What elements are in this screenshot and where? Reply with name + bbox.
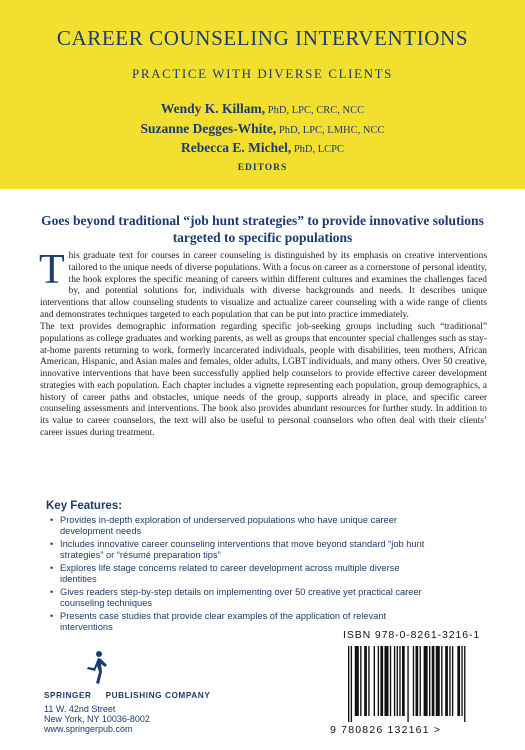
- barcode-bar: [384, 646, 388, 716]
- bullet-icon: •: [50, 515, 54, 525]
- publisher-name-left: SPRINGER: [44, 691, 92, 700]
- barcode-bar: [374, 646, 375, 716]
- description-paragraph: The text provides demographic information regarding specific job-seeking groups including such “traditional” populations as college graduates and working parents, as well as groups that encounter special challenges such as stay-at-home parents returning to work, formerly incarcerated individuals, people with disabilities, teen mothers, African American, Hispanic, and Asian males and females, older adults, LGBT individuals, and many others. Over 50 creative, innovative interventions that have been successfully applied help counselors to provide effective career development strategies with each population. Each chapter includes a vignette representing each population, group demographics, a history of career paths and obstacles, unique needs of the group, supports already in place, and specific career counseling assessments and interventions. The book also provides abundant resources for further study. In addition to its value to career counselors, the text will also be useful to personal counselors who often deal with their clients’ career issues during treatment.: [40, 322, 487, 438]
- address-street: 11 W. 42nd Street: [44, 704, 116, 714]
- key-feature-item: [50, 563, 430, 584]
- key-feature-item: [50, 587, 430, 608]
- barcode-bar: [397, 646, 398, 716]
- key-feature-text: Includes innovative career counseling interventions that move beyond standard “job hunt strategies” or “résumé preparation tips”: [60, 539, 425, 560]
- publisher-name-right: PUBLISHING COMPANY: [105, 691, 211, 700]
- publisher-website: www.springerpub.com: [44, 724, 133, 735]
- isbn-text: ISBN 978-0-8261-3216-1: [343, 629, 481, 641]
- barcode-bar: [461, 646, 462, 716]
- publisher-address: [44, 704, 150, 735]
- book-title: CAREER COUNSELING INTERVENTIONS: [56, 26, 469, 50]
- book-subtitle: PRACTICE WITH DIVERSE CLIENTS: [131, 66, 393, 81]
- bullet-icon: •: [50, 587, 54, 597]
- author-line: [0, 140, 525, 156]
- author-name: Wendy K. Killam,: [160, 101, 266, 116]
- key-features-heading: Key Features:: [46, 500, 123, 512]
- cover-header-band: [0, 0, 525, 189]
- barcode-bar: [445, 646, 448, 716]
- barcode-bar: [432, 646, 435, 716]
- barcode-bar: [380, 646, 383, 716]
- barcode-bar: [420, 646, 421, 716]
- barcode-bar: [360, 646, 361, 716]
- author-credentials: PhD, LPC, CRC, NCC: [265, 105, 365, 116]
- key-feature-item: [50, 539, 430, 560]
- author-line: [0, 101, 525, 117]
- key-feature-item: [50, 515, 430, 536]
- description-paragraph: [39, 247, 487, 322]
- address-city: New York, NY 10036-8002: [44, 714, 150, 725]
- editors-label: EDITORS: [237, 163, 288, 173]
- bullet-icon: •: [50, 563, 54, 573]
- barcode-bar: [452, 646, 453, 716]
- barcode-bar: [436, 646, 440, 716]
- barcode-bar: [399, 646, 400, 716]
- author-name: Suzanne Degges-White,: [140, 121, 277, 136]
- barcode-digits: 9 780826 132161 >: [330, 724, 442, 736]
- drop-cap: T: [39, 247, 65, 293]
- barcode-bar: [378, 646, 379, 716]
- barcode-bar: [449, 646, 450, 716]
- bullet-icon: •: [50, 611, 54, 621]
- barcode-bar: [368, 646, 369, 716]
- barcode-bar: [416, 646, 419, 716]
- barcode-bar: [348, 646, 349, 722]
- barcode-bar: [424, 646, 428, 716]
- barcode-bar: [364, 646, 367, 716]
- barcode-bar: [407, 646, 408, 722]
- barcode-bar: [351, 646, 352, 722]
- barcode-bar: [402, 646, 405, 716]
- key-feature-text: Provides in-depth exploration of underserved populations who have unique career development needs: [60, 515, 397, 536]
- barcode-bar: [390, 646, 391, 716]
- barcode-icon: [344, 646, 514, 722]
- tagline: Goes beyond traditional “job hunt strategies” to provide innovative solutions targeted to specific populations: [41, 213, 484, 245]
- key-features-list: [50, 515, 430, 635]
- paragraph-text: his graduate text for courses in career counseling is distinguished by its emphasis on creative interventions tailored to the unique needs of diverse populations. With a focus on career as a cornerstone of personal identity, the book explores the specific meaning of careers within different cultures and examines the challenges faced by, and potential solutions for, individuals with diverse backgrounds and needs. It describes unique interventions that allow counseling students to visualize and actualize career counseling with a wide range of clients and demonstrates techniques targeted to each population that can be put into practice immediately.: [40, 251, 487, 320]
- publisher-name: [44, 691, 210, 700]
- barcode-bar: [413, 646, 414, 716]
- barcode-bar: [441, 646, 442, 716]
- key-feature-text: Gives readers step-by-step details on implementing over 50 creative yet practical career counseling techniques: [60, 587, 422, 608]
- key-feature-text: Presents case studies that provide clear examples of the application of relevant interventions: [60, 611, 387, 632]
- author-name: Rebecca E. Michel,: [180, 140, 292, 155]
- author-line: [0, 121, 525, 137]
- bullet-icon: •: [50, 539, 54, 549]
- barcode-bar: [394, 646, 395, 716]
- key-feature-text: Explores life stage concerns related to career development across multiple diverse identities: [60, 563, 400, 584]
- barcode-bar: [457, 646, 460, 716]
- author-credentials: PhD, LPC, LMHC, NCC: [276, 125, 385, 136]
- author-credentials: PhD, LCPC: [291, 144, 345, 155]
- barcode-bar: [355, 646, 359, 716]
- barcode-bar: [429, 646, 430, 716]
- barcode-bar: [464, 646, 465, 722]
- running-figure-icon: [84, 650, 108, 686]
